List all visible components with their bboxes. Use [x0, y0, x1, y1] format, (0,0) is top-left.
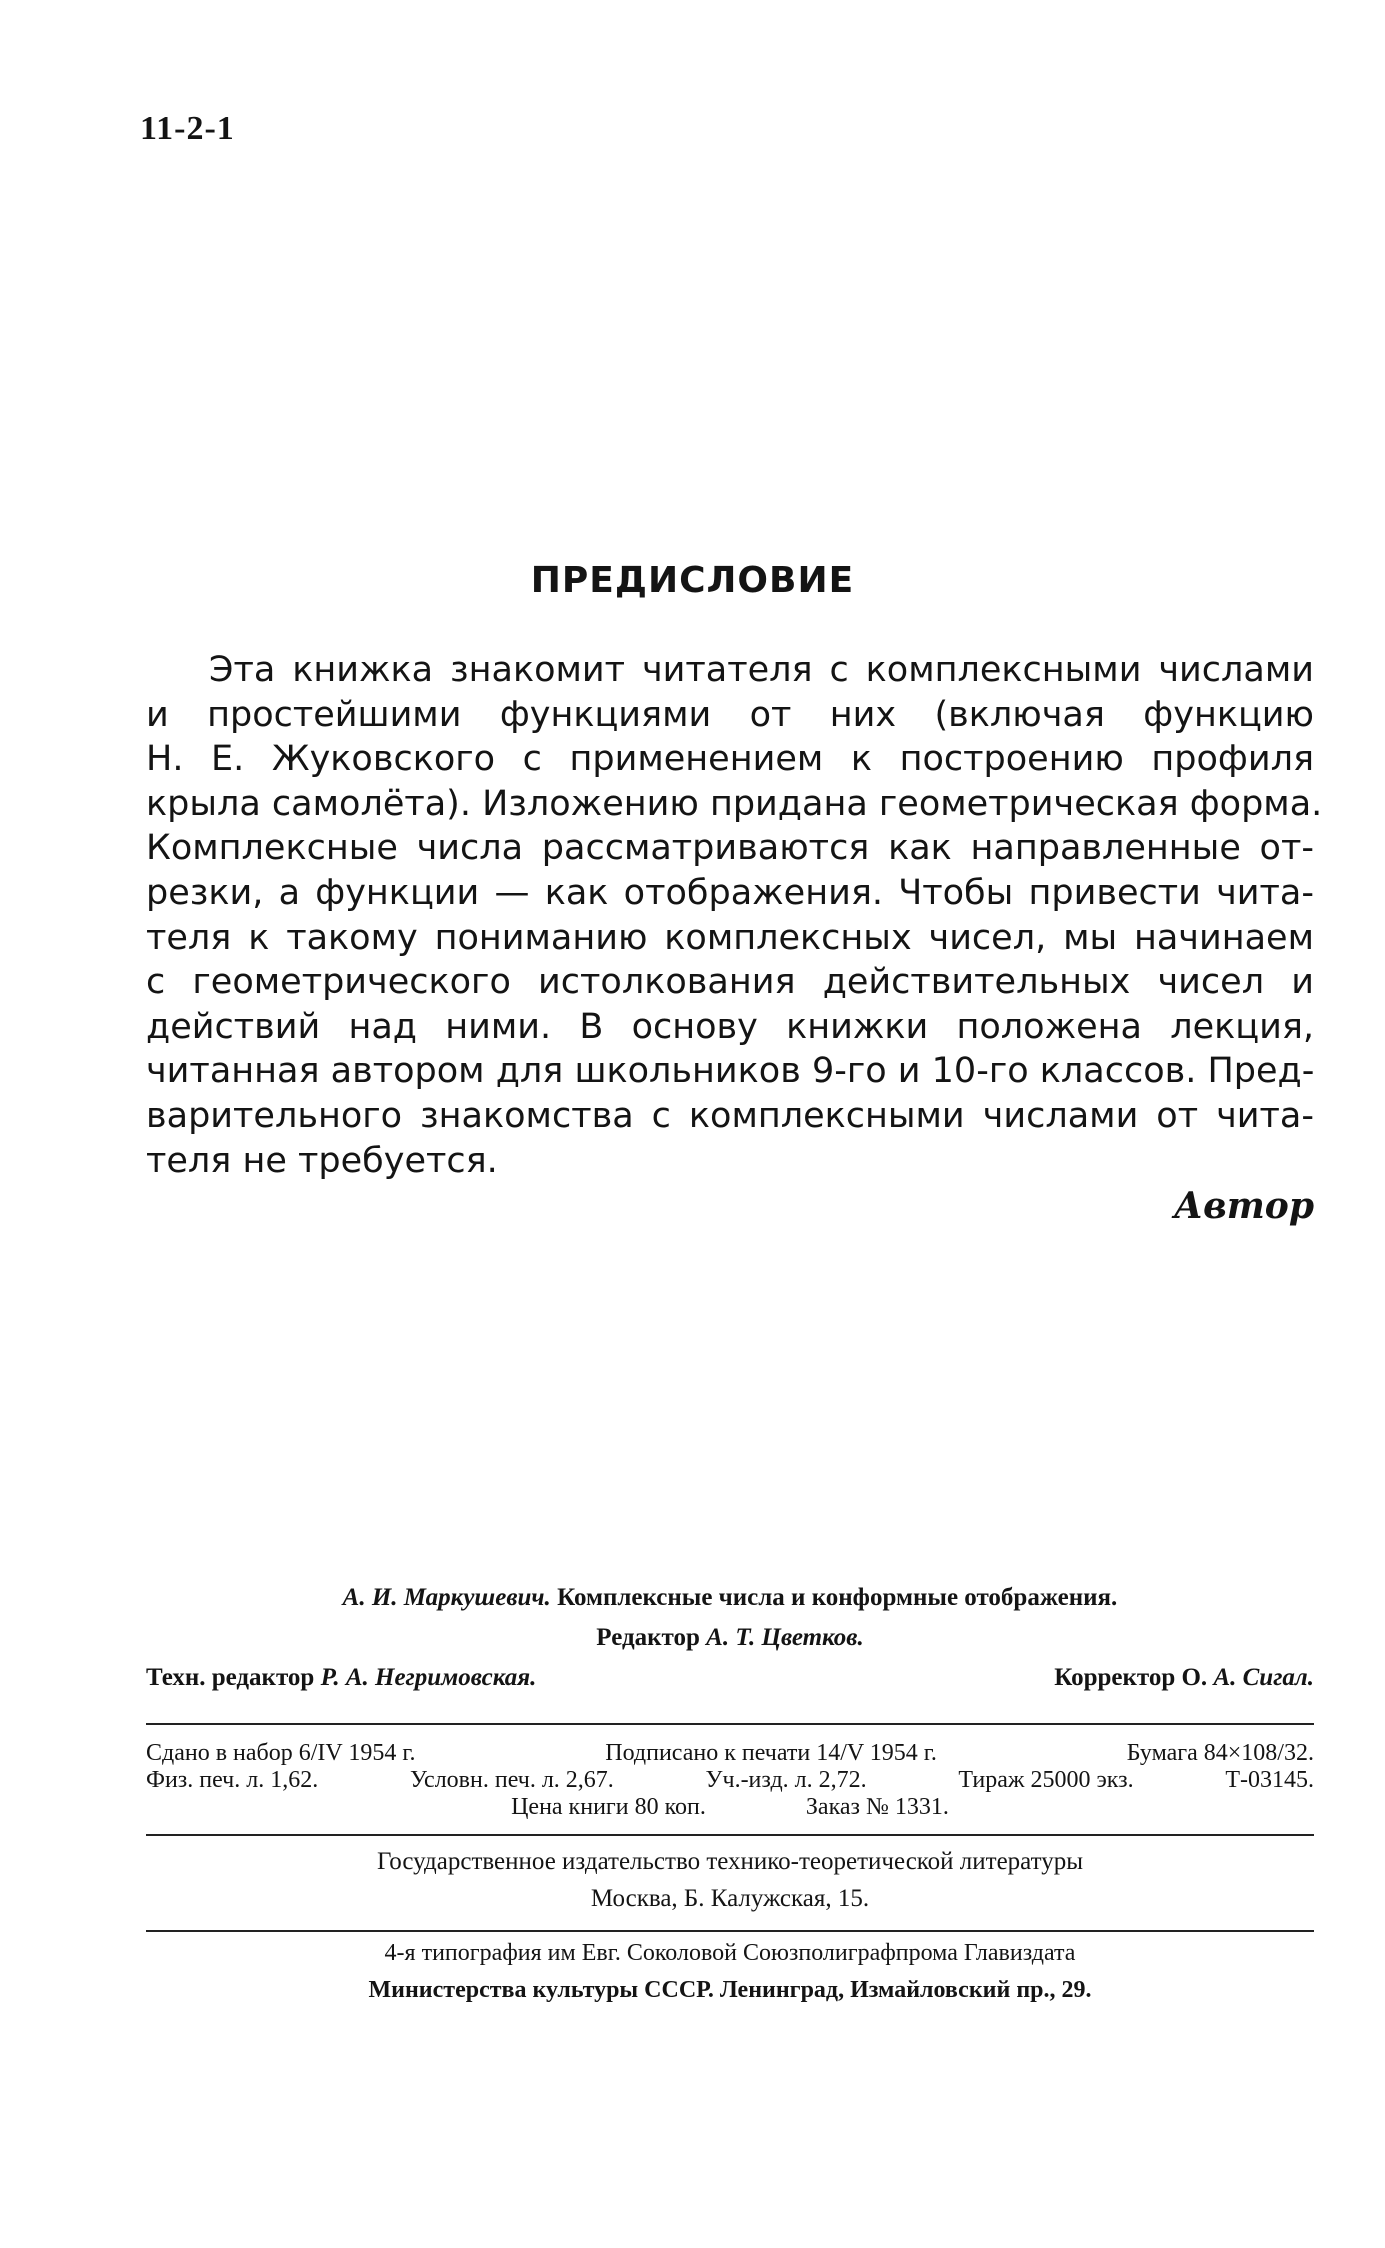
- imprint-publisher: [146, 1848, 1314, 1922]
- body-line: с геометрического истолкования действительных чисел и: [146, 962, 1314, 1003]
- imprint-tech-editor: [146, 1664, 536, 1704]
- print-cell: Т-03145.: [1225, 1767, 1314, 1793]
- imprint-book-title: Комплексные числа и конформные отображения.: [557, 1584, 1118, 1611]
- print-row: [146, 1767, 1314, 1794]
- imprint-editor-name: А. Т. Цветков.: [706, 1624, 864, 1651]
- body-line: теля не требуется.: [146, 1140, 498, 1181]
- print-cell: Физ. печ. л. 1,62.: [146, 1767, 319, 1793]
- tech-editor-label: Техн. редактор: [146, 1664, 315, 1691]
- page-title: ПРЕДИСЛОВИЕ: [530, 560, 855, 601]
- print-row: [146, 1794, 1314, 1821]
- corrector-name: А. Сигал.: [1213, 1664, 1314, 1691]
- divider-rule: [146, 1930, 1314, 1932]
- imprint-book-line: [146, 1584, 1314, 1624]
- body-line: теля к такому пониманию комплексных чисел, мы начинаем: [146, 917, 1314, 958]
- imprint-author: А. И. Маркушевич.: [342, 1584, 551, 1611]
- print-cell: Сдано в набор 6/IV 1954 г.: [146, 1740, 416, 1766]
- publisher-name: Государственное издательство технико-теоретической литературы: [376, 1848, 1084, 1875]
- imprint-staff-line: [146, 1664, 1314, 1704]
- print-price: Цена книги 80 коп.: [511, 1794, 706, 1820]
- print-cell: Тираж 25000 экз.: [958, 1767, 1134, 1793]
- body-line: крыла самолёта). Изложению придана геометрическая форма.: [146, 783, 1323, 824]
- print-cell: Бумага 84×108/32.: [1126, 1740, 1314, 1766]
- body-line: Комплексные числа рассматриваются как направленные от-: [146, 828, 1314, 869]
- imprint-printer: [146, 1940, 1314, 2014]
- imprint-corrector: [1054, 1664, 1314, 1704]
- body-line: резки, а функции — как отображения. Чтобы привести чита-: [146, 872, 1314, 913]
- tech-editor-name: Р. А. Негримовская.: [320, 1664, 537, 1691]
- signature: Автор: [1173, 1185, 1314, 1227]
- print-cell: Подписано к печати 14/V 1954 г.: [605, 1740, 937, 1766]
- body-line: Н. Е. Жуковского с применением к построению профиля: [146, 739, 1314, 780]
- imprint-editor-line: [146, 1624, 1314, 1664]
- print-cell: Условн. печ. л. 2,67.: [409, 1767, 614, 1793]
- page-code: 11-2-1: [140, 110, 235, 147]
- imprint-editor-label: Редактор: [596, 1624, 700, 1651]
- body-line: Эта книжка знакомит читателя с комплексными числами: [209, 650, 1314, 690]
- body-line: действий над ними. В основу книжки положена лекция,: [146, 1006, 1314, 1047]
- body-line: и простейшими функциями от них (включая функцию: [146, 694, 1314, 735]
- divider-rule: [146, 1834, 1314, 1836]
- divider-rule: [146, 1723, 1314, 1725]
- printer-line: Министерства культуры СССР. Ленинград, Измайловский пр., 29.: [368, 1977, 1092, 2003]
- print-cell: Уч.-изд. л. 2,72.: [705, 1767, 867, 1793]
- publisher-address: Москва, Б. Калужская, 15.: [590, 1885, 870, 1912]
- body-line: варительного знакомства с комплексными числами от чита-: [146, 1095, 1314, 1136]
- imprint-print-details: [146, 1740, 1314, 1821]
- preface-body: [146, 648, 1323, 1183]
- print-order: Заказ № 1331.: [805, 1794, 949, 1820]
- body-line: читанная автором для школьников 9-го и 10-го классов. Пред-: [146, 1051, 1315, 1092]
- imprint-credits: [146, 1584, 1314, 1704]
- print-row: [146, 1740, 1314, 1767]
- corrector-label: Корректор О.: [1054, 1664, 1208, 1691]
- printer-line: 4-я типография им Евг. Соколовой Союзполиграфпрома Главиздата: [384, 1940, 1076, 1966]
